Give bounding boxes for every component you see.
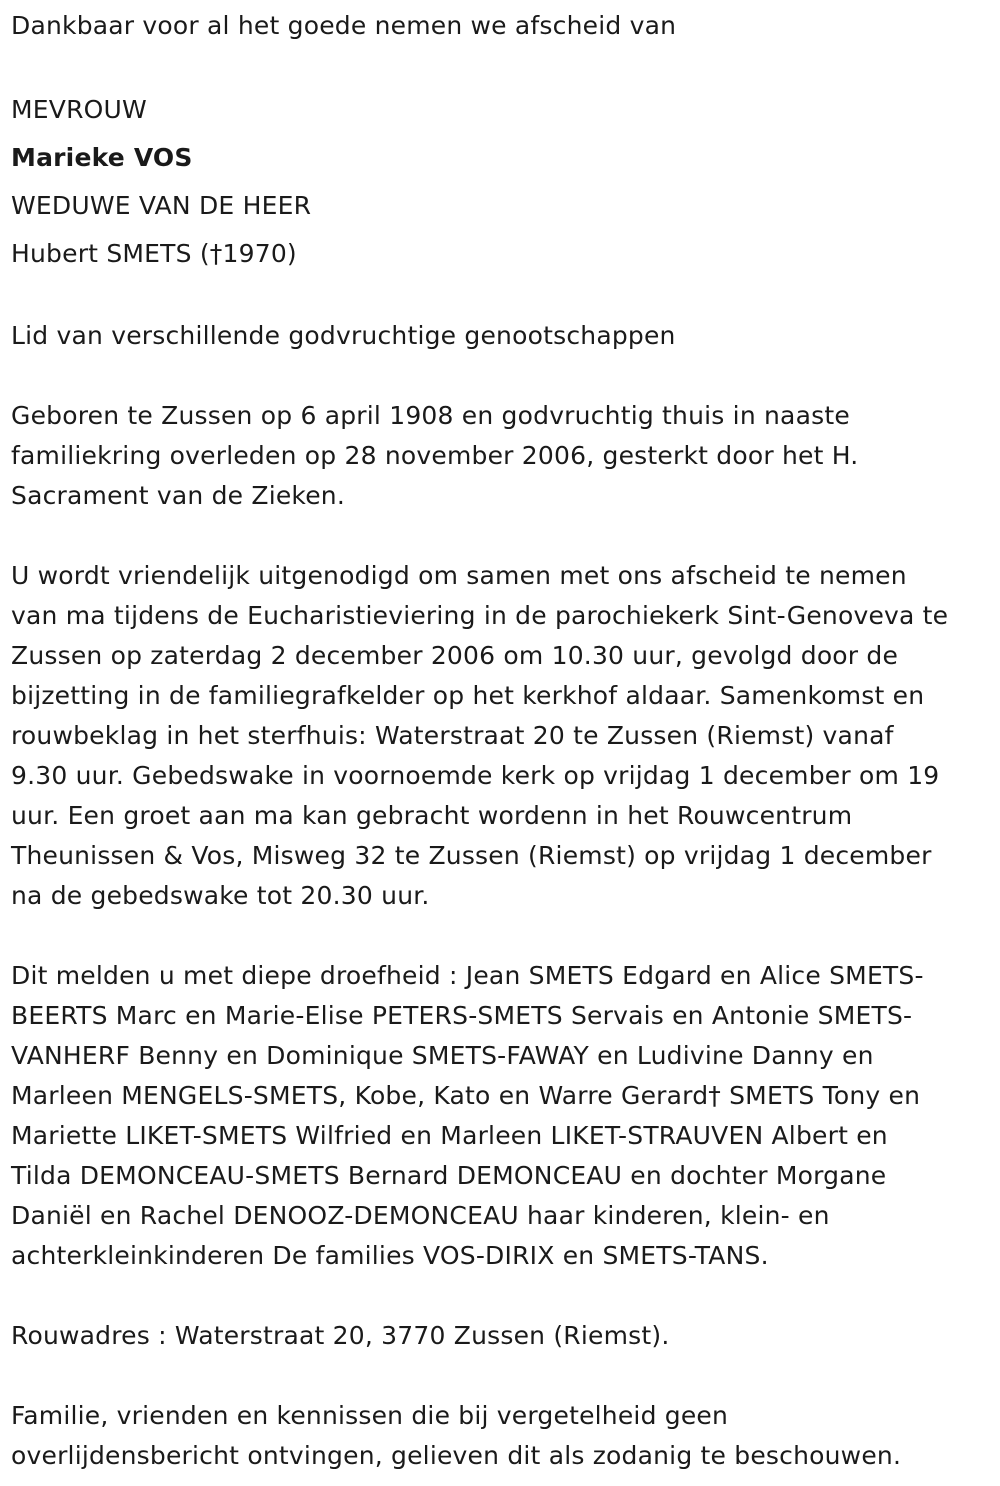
deceased-title: MEVROUW (11, 95, 147, 124)
paragraph-line: Dit melden u met diepe droefheid : Jean SMETS Edgard en Alice SMETS- (11, 961, 924, 990)
spacer (11, 1276, 991, 1316)
spacer (11, 278, 991, 316)
spacer (11, 516, 991, 556)
paragraph-line: VANHERF Benny en Dominique SMETS-FAWAY en Ludivine Danny en (11, 1041, 874, 1070)
paragraph-line: Marleen MENGELS-SMETS, Kobe, Kato en Warre Gerard† SMETS Tony en (11, 1081, 921, 1110)
address-text: Rouwadres : Waterstraat 20, 3770 Zussen (Riemst). (11, 1321, 670, 1350)
paragraph-line: Theunissen & Vos, Misweg 32 te Zussen (Riemst) op vrijdag 1 december (11, 841, 932, 870)
family-paragraph (11, 956, 991, 1276)
paragraph-line: van ma tijdens de Eucharistieviering in de parochiekerk Sint-Genoveva te (11, 601, 949, 630)
intro-text: Dankbaar voor al het goede nemen we afscheid van (11, 11, 677, 40)
paragraph-line: overlijdensbericht ontvingen, gelieven dit als zodanig te beschouwen. (11, 1441, 902, 1470)
spacer (11, 1356, 991, 1396)
spacer (11, 356, 991, 396)
spacer (11, 916, 991, 956)
paragraph-line: Familie, vrienden en kennissen die bij vergetelheid geen (11, 1401, 729, 1430)
paragraph-line: Zussen op zaterdag 2 december 2006 om 10.30 uur, gevolgd door de (11, 641, 899, 670)
paragraph-line: na de gebedswake tot 20.30 uur. (11, 881, 430, 910)
paragraph-line: Geboren te Zussen op 6 april 1908 en godvruchtig thuis in naaste (11, 401, 850, 430)
membership-text: Lid van verschillende godvruchtige genootschappen (11, 321, 676, 350)
paragraph-line: Sacrament van de Zieken. (11, 481, 345, 510)
paragraph-line: rouwbeklag in het sterfhuis: Waterstraat 20 te Zussen (Riemst) vanaf (11, 721, 894, 750)
paragraph-line: uur. Een groet aan ma kan gebracht wordenn in het Rouwcentrum (11, 801, 853, 830)
paragraph-line: Tilda DEMONCEAU-SMETS Bernard DEMONCEAU en dochter Morgane (11, 1161, 887, 1190)
paragraph-line: BEERTS Marc en Marie-Elise PETERS-SMETS Servais en Antonie SMETS- (11, 1001, 913, 1030)
paragraph-line: Mariette LIKET-SMETS Wilfried en Marleen LIKET-STRAUVEN Albert en (11, 1121, 888, 1150)
paragraph-line: U wordt vriendelijk uitgenodigd om samen met ons afscheid te nemen (11, 561, 907, 590)
spacer (11, 46, 991, 86)
paragraph-line: bijzetting in de familiegrafkelder op het kerkhof aldaar. Samenkomst en (11, 681, 925, 710)
husband-name: Hubert SMETS (†1970) (11, 239, 297, 268)
closing-paragraph (11, 1396, 991, 1476)
paragraph-line: achterkleinkinderen De families VOS-DIRIX en SMETS-TANS. (11, 1241, 769, 1270)
paragraph-line: Daniël en Rachel DENOOZ-DEMONCEAU haar kinderen, klein- en (11, 1201, 830, 1230)
invitation-paragraph (11, 556, 991, 916)
birth-death-paragraph (11, 396, 991, 516)
paragraph-line: 9.30 uur. Gebedswake in voornoemde kerk op vrijdag 1 december om 19 (11, 761, 940, 790)
deceased-name: Marieke VOS (11, 143, 193, 172)
widow-of-label: WEDUWE VAN DE HEER (11, 191, 312, 220)
paragraph-line: familiekring overleden op 28 november 2006, gesterkt door het H. (11, 441, 859, 470)
